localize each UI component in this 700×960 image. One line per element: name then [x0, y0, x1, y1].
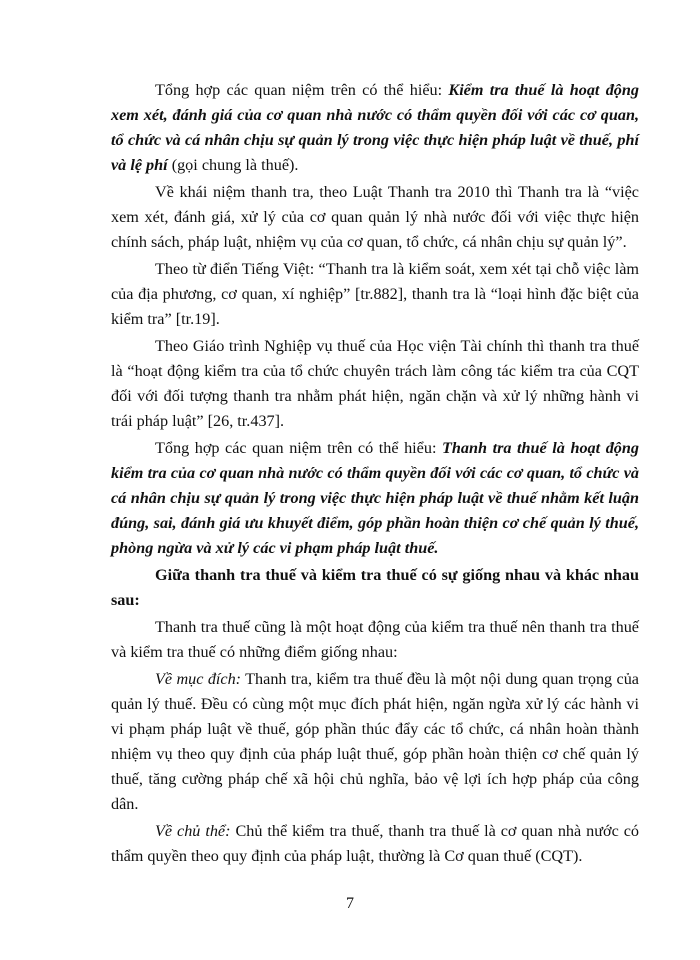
section-heading-similarities-differences: Giữa thanh tra thuế và kiểm tra thuế có sự giống nhau và khác nhau sau:	[111, 566, 639, 609]
tax-audit-definition: Thanh tra thuế là hoạt động kiểm tra của cơ quan nhà nước có thẩm quyền đối với các cơ quan, tổ chức và cá nhân chịu sự quản lý trong việc thực hiện pháp luật về thuế nhằm kết luận đúng, sai, đánh giá ưu khuyết điểm, góp phần hoàn thiện cơ chế quản lý thuế, phòng ngừa và xử lý các vi phạm pháp luật thuế.	[111, 439, 639, 557]
paragraph-audit-concept: Về khái niệm thanh tra, theo Luật Thanh tra 2010 thì Thanh tra là “việc xem xét, đánh giá, xử lý của cơ quan quản lý nhà nước đối với việc thực hiện chính sách, pháp luật, nhiệm vụ của cơ quan, tổ chức, cá nhân chịu sự quản lý”.	[111, 183, 639, 251]
paragraph-tax-inspection-definition	[111, 78, 639, 178]
page-number: 7	[346, 895, 354, 912]
subject-label: Về chủ thể:	[155, 822, 231, 840]
paragraph-lead: Tổng hợp các quan niệm trên có thể hiểu:	[155, 81, 449, 99]
paragraph-tail: (gọi chung là thuế).	[167, 156, 299, 174]
purpose-label: Về mục đích:	[155, 670, 242, 688]
paragraph-similarities-intro: Thanh tra thuế cũng là một hoạt động của kiểm tra thuế nên thanh tra thuế và kiểm tra thuế có những điểm giống nhau:	[111, 618, 639, 661]
subject-text: Chủ thể kiểm tra thuế, thanh tra thuế là cơ quan nhà nước có thẩm quyền theo quy định của pháp luật, thường là Cơ quan thuế (CQT).	[111, 822, 639, 865]
paragraph-tax-audit-definition	[111, 436, 639, 561]
paragraph-subject	[111, 819, 639, 869]
purpose-text: Thanh tra, kiểm tra thuế đều là một nội dung quan trọng của quản lý thuế. Đều có cùng một mục đích phát hiện, ngăn ngừa xử lý các hành vi vi phạm pháp luật về thuế, góp phần thúc đẩy các tổ chức, cá nhân hoàn thành nhiệm vụ theo quy định của pháp luật thuế, góp phần hoàn thiện cơ chế quản lý thuế, tăng cường pháp chế xã hội chủ nghĩa, bảo vệ lợi ích hợp pháp của công dân.	[111, 670, 639, 813]
paragraph-dictionary-definition: Theo từ điển Tiếng Việt: “Thanh tra là kiểm soát, xem xét tại chỗ việc làm của địa phương, cơ quan, xí nghiệp” [tr.882], thanh tra là “loại hình đặc biệt của kiểm tra” [tr.19].	[111, 260, 639, 328]
paragraph-lead: Tổng hợp các quan niệm trên có thể hiểu:	[155, 439, 443, 457]
paragraph-textbook-definition: Theo Giáo trình Nghiệp vụ thuế của Học viện Tài chính thì thanh tra thuế là “hoạt động kiểm tra của tổ chức chuyên trách làm công tác kiểm tra của CQT đối với đối tượng thanh tra nhằm phát hiện, ngăn chặn và xử lý những hành vi trái pháp luật” [26, tr.437].	[111, 337, 639, 430]
tax-inspection-definition: Kiểm tra thuế là hoạt động xem xét, đánh giá của cơ quan nhà nước có thẩm quyền đối với các cơ quan, tổ chức và cá nhân chịu sự quản lý trong việc thực hiện pháp luật về thuế, phí và lệ phí	[111, 81, 639, 174]
paragraph-purpose	[111, 667, 639, 817]
document-body	[111, 78, 639, 871]
